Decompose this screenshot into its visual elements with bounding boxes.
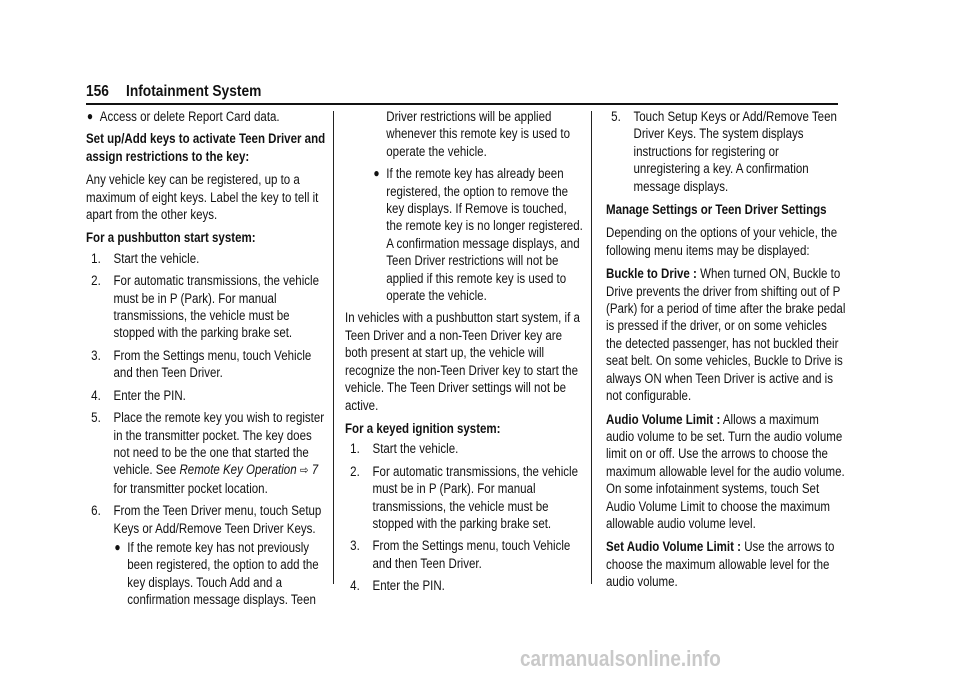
step-item: 2. For automatic transmissions, the vehicle must be in P (Park). For manual transmissions, the vehicle must be stopped with the parking brake set. [91,273,319,341]
sub-bullet-item: ● If the remote key has already been registered, the option to remove the key displays. If Remove is touched, the remote key is no longer registered. A confirmation message displays, and Teen Driver restrictions will not be applied if this remote key is used to operate the vehicle. [373,166,583,304]
step-item: 4. Enter the PIN. [91,387,186,403]
pushbutton-paragraph: In vehicles with a pushbutton start system, if a Teen Driver and a non-Teen Driver key are both present at start up, the vehicle will recognize the non-Teen Driver key to start the vehicle. The Teen Driver settings will not be active. [345,310,580,413]
header-divider [86,103,838,105]
setup-keys-heading: Set up/Add keys to activate Teen Driver and assign restrictions to the key: [86,131,326,164]
bullet-icon: ● [114,539,121,554]
page-reference-arrow-icon: ⇨ [299,463,309,478]
keyed-steps [345,440,585,594]
step-item: 3. From the Settings menu, touch Vehicle and then Teen Driver. [350,538,571,571]
column-3 [606,108,846,597]
depending-paragraph: Depending on the options of your vehicle, the following menu items may be displayed: [606,225,838,258]
audio-volume-limit-label: Audio Volume Limit : [606,411,721,427]
column-2 [345,108,585,601]
step-item: 1. Start the vehicle. [91,250,200,266]
page-header [86,83,838,105]
step-item-6: 6. From the Teen Driver menu, touch Setup Keys or Add/Remove Teen Driver Keys. ● If the remote key has not previously been registered, the option to add the key displays. Touch Add and a confirmation message displays. Teen [86,502,326,608]
sub-bullet-list [114,539,326,609]
step-item: 3. From the Settings menu, touch Vehicle and then Teen Driver. [91,347,312,381]
watermark: carmanualsonline.info [520,646,721,671]
keyed-ignition-heading: For a keyed ignition system: [345,420,501,436]
continued-text: Driver restrictions will be applied whenever this remote key is used to operate the vehicle. [386,109,570,159]
column-1 [86,108,326,615]
section-title: Infotainment System [126,83,262,100]
sub-bullet-item: ● If the remote key has not previously been registered, the option to add the key displays. Touch Add and a confirmation message displays. Teen [114,539,319,608]
column-divider-2 [591,111,592,584]
step-item-5: 5. Touch Setup Keys or Add/Remove Teen Driver Keys. The system displays instructions for registering or unregistering a key. A confirmation message displays. [611,109,837,194]
buckle-to-drive-item: Buckle to Drive : When turned ON, Buckle to Drive prevents the driver from shifting out of P (Park) for a period of time after the brake pedal is pressed if the driver, or on some vehicles the detected passenger, has not buckled their seat belt. On some vehicles, Buckle to Drive is always ON when Teen Driver is active and is not configurable. [606,266,846,404]
column-divider-1 [333,111,334,584]
step-item: 2. For automatic transmissions, the vehicle must be in P (Park). For manual transmissions, the vehicle must be stopped with the parking brake set. [350,463,578,531]
pushbutton-heading: For a pushbutton start system: [86,230,256,246]
buckle-to-drive-label: Buckle to Drive : [606,266,697,282]
bullet-icon: ● [373,166,380,181]
set-audio-volume-limit-item: Set Audio Volume Limit : Use the arrows to choose the maximum allowable level for the audio volume. [606,539,835,590]
bullet-icon: ● [86,109,94,123]
page-number: 156 [86,83,109,100]
manage-settings-heading: Manage Settings or Teen Driver Settings [606,202,827,218]
remote-key-operation-link[interactable]: Remote Key Operation [179,462,297,478]
audio-volume-limit-item: Audio Volume Limit : Allows a maximum audio volume to be set. Turn the audio volume limit on or off. Use the arrows to choose the maximum allowable level for the audio volume. On some infotainment systems, touch Set Audio Volume Limit to choose the maximum allowable audio volume level. [606,411,845,531]
step-item-5: 5. Place the remote key you wish to register in the transmitter pocket. The key does not need to be the one that started the vehicle. See Remote Key Operation ⇨ 7 for transmitter pocket location. [91,410,325,496]
step-item: 4. Enter the PIN. [350,578,445,594]
pushbutton-steps [86,250,326,609]
page-reference-number[interactable]: 7 [311,462,319,478]
bullet-report-card: ● Access or delete Report Card data. [86,109,280,124]
keyed-steps-continued [606,108,846,195]
set-audio-volume-limit-label: Set Audio Volume Limit : [606,539,741,555]
step-item: 1. Start the vehicle. [350,441,459,457]
any-key-paragraph: Any vehicle key can be registered, up to a maximum of eight keys. Label the key to tell it apart from the other keys. [86,172,319,223]
